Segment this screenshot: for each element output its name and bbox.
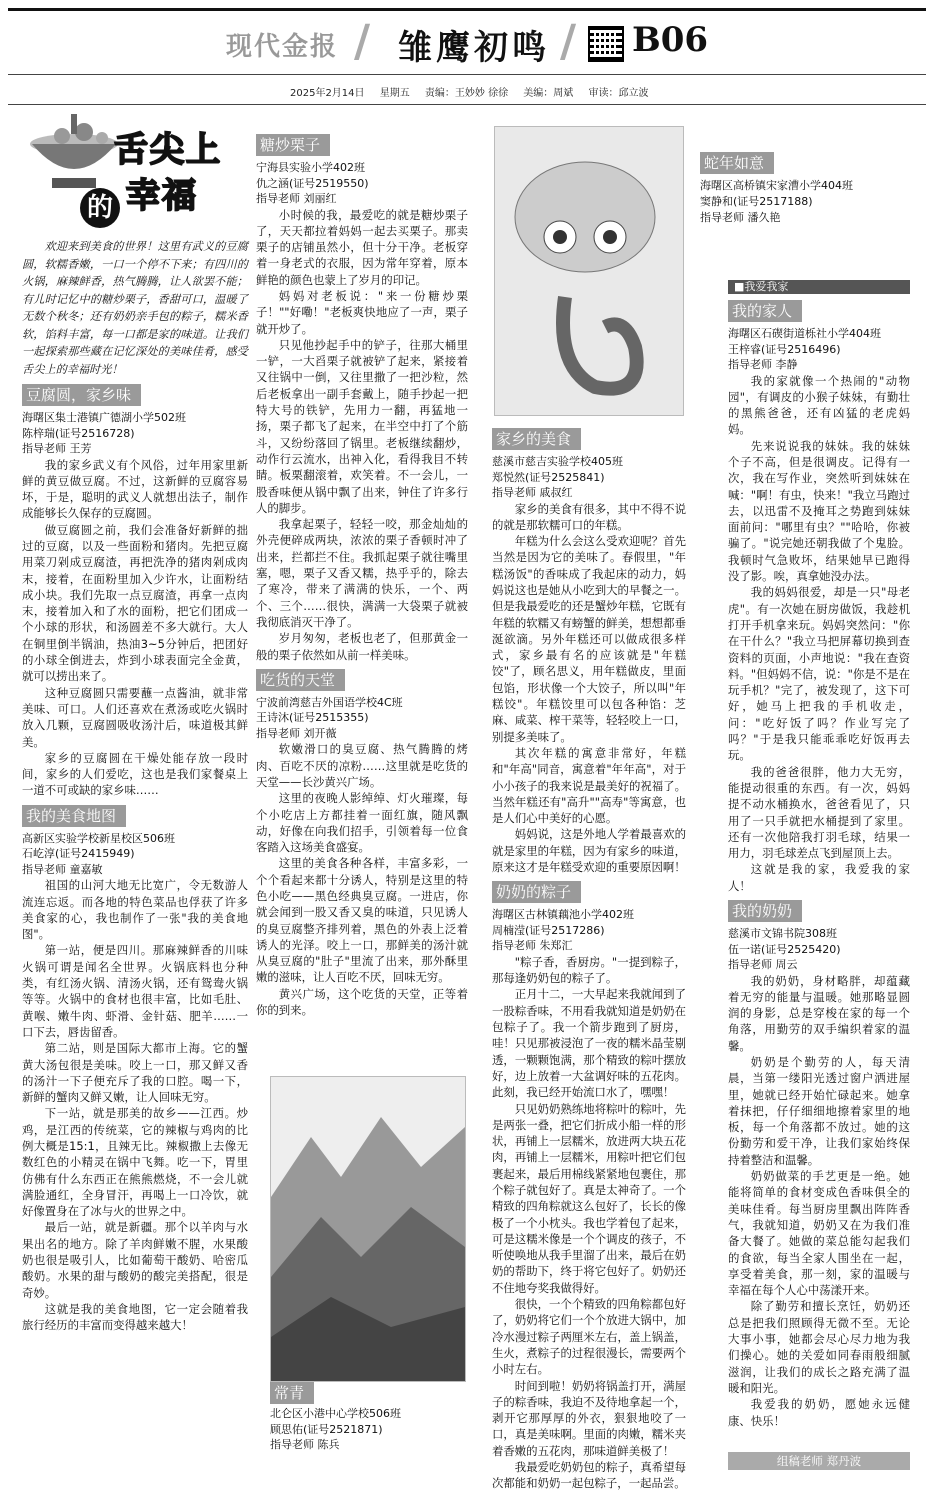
article-teacher: 指导老师 朱郑汇 [492,939,573,953]
footer-editor: 组稿老师 郑丹波 [728,1452,910,1470]
artwork-author: 窦静和(证号2517188) [700,195,813,208]
article-paragraph: 家乡的豆腐圆在干燥处能存放一段时间，家乡的人们爱吃，这也是我们家餐桌上一道不可或缺的家乡味…… [22,750,248,798]
column-3 [492,428,686,1492]
qr-code-icon [588,26,624,62]
article-author: 王诗沐(证号2515355) [256,711,369,725]
section-bar: ■我爱我家 [728,280,910,294]
column-2 [256,134,468,1018]
article-paragraph: 除了勤劳和擅长烹饪，奶奶还总是把我们照顾得无微不至。无论大事小事，她都会尽心尽力地为我们操心。她的关爱如同春雨般细腻滋润，让我们的成长之路充满了温暖和阳光。 [728,1299,910,1395]
article-teacher: 指导老师 周云 [728,958,798,971]
article-school: 宁海县实验小学402班 [256,161,365,174]
article-paragraph: 最后一站，就是新疆。那个以羊肉与水果出名的地方。除了羊肉鲜嫩不腥，水果酸奶也很是吸引人，比如葡萄干酸奶、哈密瓜酸奶。水果的甜与酸奶的酸完美搭配，很是奇妙。 [22,1220,248,1300]
article-paragraph: "粽子香，香厨房。"一提到粽子，那每逢奶奶包的粽子了。 [492,954,686,986]
credits-rule [8,104,926,105]
article-paragraph: 小时候的我，最爱吃的就是糖炒栗子了，天天都拉着妈妈一起去买栗子。那卖栗子的店铺虽然小，但十分干净。老板穿着一身老式的衣服，因为常年穿着，原本鲜艳的颜色也蒙上了岁月的印记。 [256,207,468,287]
credit-date: 2025年2月14日 [290,88,365,99]
article-paragraph: 我爱我的奶奶，愿她永远健康、快乐！ [728,1397,910,1428]
article-paragraph: 先来说说我的妹妹。我的妹妹个子不高，但是很调皮。记得有一次，我在写作业，突然听到妹妹在喊："啊！有虫，快来！"我立马跑过去，以迅雷不及掩耳之势跑到妹妹面前问："哪里有虫？""哈哈，你被骗了。"说完她还朝我做了个鬼脸。我顿时气急败坏，结果她早已跑得没了影。唉，真拿她没办法。 [728,438,910,584]
article-author: 周楠滢(证号2517286) [492,923,605,937]
article-teacher: 指导老师 戚叔红 [492,486,573,499]
masthead-slash: / [354,16,371,67]
artwork-author: 顾思佑(证号2521871) [270,1422,383,1436]
article-paragraph: 第二站，则是国际大都市上海。它的蟹黄大汤包很是美味。咬上一口，那又鲜又香的汤汁一下子便充斥了我的口腔。喝一下，新鲜的蟹肉又鲜又嫩，让人回味无穷。 [22,1041,248,1105]
article-paragraph: 很快，一个个精致的四角粽都包好了，奶奶将它们一个个放进大锅中，加冷水漫过粽子两厘米左右，盖上锅盖，生火，煮粽子的过程很漫长，需要两个小时左右。 [492,1297,686,1377]
article-paragraph: 我拿起栗子，轻轻一咬，那金灿灿的外壳便碎成两块，浓浓的栗子香顿时冲了出来，拦都拦不住。我抓起栗子就往嘴里塞，嗯，栗子又香又糯，热乎乎的，除去了寒冷，带来了满满的快乐，一个、两个、三个……很快，满满一大袋栗子就被我彻底消灭干净了。 [256,517,468,629]
article-title: 糖炒栗子 [256,134,330,156]
article-teacher: 指导老师 刘丽红 [256,192,337,205]
mountain-painting-icon [271,1077,465,1381]
article-paragraph: 家乡的美食有很多，其中不得不说的就是那软糯可口的年糕。 [492,501,686,532]
column-4 [728,280,910,1429]
article-author: 伍一诺(证号2525420) [728,942,841,956]
article-paragraph: 我的爸爸很胖，他力大无穷，能提动很重的东西。有一次，妈妈提不动水桶换水，爸爸看见了，只用了一只手就把水桶提到了家里。还有一次他陪我打羽毛球，结果一用力，羽毛球差点飞到屋顶上去。 [728,764,910,861]
article-title: 家乡的美食 [492,428,581,450]
article-teacher: 指导老师 王芳 [22,442,92,455]
article-school: 高新区实验学校新星校区506班 [22,831,175,845]
article-paragraph: 下一站，就是那美的故乡——江西。炒鸡，是江西的传统菜，它的辣椒与鸡肉的比例大概是15:1，且辣无比。辣椒撒上去像无数红色的小精灵在锅中飞舞。吃一下，胃里仿佛有什么东西正在熊熊燃烧，不一会儿就满脸通红，全身冒汗，再喝上一口冷饮，就好像置身在了冰与火的世界之中。 [22,1106,248,1219]
article-title: 奶奶的粽子 [492,881,581,903]
article-paragraph: 妈妈对老板说："来一份糖炒栗子！""好嘞！"老板爽快地应了一声，栗子就开炒了。 [256,288,468,336]
article-author: 仇之涵(证号2519550) [256,176,369,190]
article-paragraph: 我的妈妈很爱，却是一只"母老虎"。有一次她在厨房做饭，我趁机打开手机拿来玩。妈妈突然问："你在干什么？"我立马把屏幕切换到查资料的页面，小声地说："我在查资料。"但妈妈不信，说："你是不是在玩手机？"完了，被发现了，这下可好，她马上把我的手机收走，问："吃好饭了吗？作业写完了吗？"于是我只能乖乖吃好饭再去玩。 [728,585,910,763]
article-paragraph: 这就是我的美食地图，它一定会随着我旅行经历的丰富而变得越来越大！ [22,1301,248,1333]
artwork-title: 常青 [270,1382,314,1404]
article-title: 我的美食地图 [22,805,126,827]
article-author: 石屹淳(证号2415949) [22,847,135,861]
page-number: B06 [632,20,709,60]
article-paragraph: 我的家乡武义有个风俗，过年用家里新鲜的黄豆做豆腐。不过，这新鲜的豆腐容易坏，于是，聪明的武义人就想出法子，制作成能够长久保存的豆腐圆。 [22,457,248,521]
masthead-slash: / [560,16,577,67]
article-paragraph: 只见奶奶熟练地将粽叶的粽叶，先是两张一叠，把它们折成小船一样的形状，再铺上一层糯米，放进两大块五花肉，再铺上一层糯米，用粽叶把它们包裹起来，最后用棉线紧紧地包裹住，那个粽子就包好了。真是太神奇了。一个精致的四角粽就这么包好了，长长的像极了一个小枕头。我也学着包了起来，可是这糯米像是一个个调皮的孩子，不听使唤地从我手里溜了出来，最后在奶奶的帮助下，终于将它包好了。奶奶还不住地夸奖我做得好。 [492,1101,686,1295]
article-paragraph: 岁月匆匆，老板也老了，但那黄金一般的栗子依然如从前一样美味。 [256,631,468,662]
article-school: 海曙区石碶街道栎社小学404班 [728,327,881,340]
column-1 [22,112,248,1334]
snake-caption [700,152,910,226]
credit-designer: 美编：周斌 [523,88,574,99]
banner-title-de: 的 [80,188,120,228]
article-paragraph: 第一站，便是四川。那麻辣鲜香的川味火锅可谓是闻名全世界。火锅底料也分种类，有红汤火锅、清汤火锅，还有鸳鸯火锅等等。火锅中的食材也很丰富，比如毛肚、黄喉、嫩牛肉、虾滑、金针菇、肥羊……一口下去，唇齿留香。 [22,943,248,1039]
article-paragraph: 年糕为什么会这么受欢迎呢？首先当然是因为它的美味了。春假里，"年糕汤饭"的香味成了我起床的动力，妈妈说这也是她从小吃到大的早餐之一。但是我最爱吃的还是蟹炒年糕，它既有年糕的软糯又有螃蟹的鲜美，想想都垂涎欲滴。另外年糕还可以做成很多样式，家乡最有名的应该就是"年糕饺"了，顾名思义，用年糕做皮，里面包馅，形状像一个大饺子，所以叫"年糕饺"。年糕饺里可以包各种馅：芝麻、咸菜、榨干菜等，轻轻咬上一口，别提多美味了。 [492,534,686,744]
article-paragraph: 这就是我的家，我爱我的家人！ [728,862,910,893]
article-paragraph: 这里的夜晚人影绰绰、灯火璀璨，每个小吃店上方都挂着一面红旗，随风飘动，好像在向我们招手，引领着每一位食客踏入这场美食盛宴。 [256,791,468,855]
article-paragraph: 我的家就像一个热闹的"动物园"，有调皮的小猴子妹妹，有勤壮的黑熊爸爸，还有凶猛的老虎妈妈。 [728,373,910,437]
credit-editor: 责编：王妙妙 徐徐 [424,88,509,99]
artwork-school: 海曙区高桥镇宋家漕小学404班 [700,179,853,192]
artwork-teacher: 指导老师 陈兵 [270,1438,340,1451]
section-title: 雏鹰初鸣 [398,28,550,68]
article-paragraph: 这里的美食各种各样，丰富多彩，一个个看起来都十分诱人，特别是这里的特色小吃——黑色经典臭豆腐。一进店，你就会闻到一股又香又臭的味道，只见诱人的臭豆腐整齐排列着，黑色的外表上泛着诱人的光泽。咬上一口，那鲜美的汤汁就从臭豆腐的"肚子"里流了出来，那外酥里嫩的滋味，让人百吃不厌，回味无穷。 [256,856,468,985]
article-paragraph: 这种豆腐圆只需要蘸一点酱油，就非常美味、可口。人们还喜欢在煮汤或吃火锅时放入几颗，豆腐圆吸收汤汁后，味道极其鲜美。 [22,685,248,749]
article-teacher: 指导老师 刘开薇 [256,726,337,740]
article-teacher: 指导老师 童嘉敏 [22,862,103,876]
article-author: 陈梓瑞(证号2516728) [22,426,135,440]
artwork-school: 北仑区小港中心学校506班 [270,1407,401,1420]
article-school: 宁波前湾慈吉外国语学校4C班 [256,695,403,709]
article-school: 海曙区集士港镇广德湖小学502班 [22,411,186,424]
banner-art [22,112,248,238]
article-paragraph: 时间到啦！奶奶将锅盖打开，满屋子的粽香味，我迫不及待地拿起一个，剥开它那厚厚的外衣，狠狠地咬了一口，真是美味啊。里面的肉嫩，糯米夹着香嫩的五花肉，那味道鲜美极了！ [492,1378,686,1458]
article-school: 海曙区古林镇藕池小学402班 [492,908,634,922]
article-title: 豆腐圆，家乡味 [22,384,141,406]
banner-title-line2: 幸福 [126,176,198,216]
newspaper-name: 现代金报 [226,32,339,62]
article-paragraph: 软嫩滑口的臭豆腐、热气腾腾的烤肉、百吃不厌的凉粉……这里就是吃货的天堂——长沙黄兴广场。 [256,742,468,789]
artwork-teacher: 指导老师 潘久艳 [700,211,781,224]
article-author: 郑悦然(证号2525841) [492,470,605,484]
article-title: 我的奶奶 [728,900,802,922]
article-paragraph: 妈妈说，这是外地人学着最喜欢的就是家里的年糕，因为有家乡的味道，原来这才是年糕受欢迎的重要原因啊！ [492,827,686,875]
article-title: 吃货的天堂 [256,669,345,691]
article-paragraph: 我的奶奶，身材略胖，却蕴藏着无穷的能量与温暖。她那略显圆润的身影，总是穿梭在家的每一个角落，用勤劳的双手编织着家的温馨。 [728,973,910,1053]
article-paragraph: 我最爱吃奶奶包的粽子，真希望每次都能和奶奶一起包粽子，一起品尝。 [492,1460,686,1491]
article-school: 慈溪市慈吉实验学校405班 [492,455,623,468]
credits-line [290,84,660,99]
artwork-title: 蛇年如意 [700,152,774,174]
article-author: 王梓睿(证号2516496) [728,342,841,356]
painting-caption [270,1382,470,1453]
article-paragraph: 做豆腐圆之前，我们会准备好新鲜的拙过的豆腐，以及一些面粉和猪肉。先把豆腐用菜刀剁成豆腐渣，再把洗净的猪肉剁成肉末，接着，在面粉里加入少许水，让面粉结成小块。我们先取一点豆腐渣，再拿一点肉末，接着加入和了水的面粉，把它们团成一个小球的形状，和汤圆差不多大就行。大人在铜里倒半锅油，热油3~5分钟后，把团好的小球全倒进去，炸到小球表面完全金黄，就可以捞出来了。 [22,522,248,684]
article-paragraph: 其次年糕的寓意非常好，年糕和"年高"同音，寓意着"年年高"，对于小小孩子的我来说是最美好的祝福了。当然年糕还有"高升""高寿"等寓意，也是人们心中美好的心愿。 [492,745,686,826]
snake-drawing [494,126,684,416]
article-title: 我的家人 [728,300,802,322]
article-paragraph: 奶奶做菜的手艺更是一绝。她能将简单的食材变成色香味俱全的美味佳肴。每当厨房里飘出阵阵香气，我就知道，奶奶又在为我们准备大餐了。她做的菜总能勾起我们的食欲，每当全家人围坐在一起，享受着美食，那一刻，家的温暖与幸福在每个人心中荡漾开来。 [728,1169,910,1298]
credit-proofreader: 审读：邱立波 [588,88,649,99]
landscape-painting [270,1076,466,1382]
article-teacher: 指导老师 李静 [728,358,798,371]
banner-title-line1: 舌尖上 [114,130,222,170]
article-paragraph: 奶奶是个勤劳的人，每天清晨，当第一缕阳光透过窗户洒进屋里，她就已经开始忙碌起来。她拿着抹把，仔仔细细地擦着家里的地板，每一个角落都不放过。她的这份勤劳和爱干净，让我们家始终保持着整洁和温馨。 [728,1054,910,1167]
masthead-rule [8,74,926,75]
banner-intro: 欢迎来到美食的世界！这里有武义的豆腐圆，软糯香嫩，一口一个停不下来；有四川的火锅，麻辣鲜香，热气腾腾，让人欲罢不能；有儿时记忆中的糖炒栗子，香甜可口，温暖了无数个秋冬；还有奶奶亲手包的粽子，糯米香软，馅料丰富，每一口都是家的味道。让我们一起探索那些藏在记忆深处的美味佳肴，感受舌尖上的幸福时光！ [22,240,248,376]
article-paragraph: 只见他抄起手中的铲子，往那大桶里一铲，一大舀栗子就被铲了起来，紧接着又往锅中一倒，又往里撒了一把沙粒，然后老板拿出一副手套戴上，随手抄起一把特大号的铁铲，先用力一翻，再猛地一扬，栗子都飞了起来，在半空中打了个筋斗，又纷纷落回了锅里。老板继续翻炒，动作行云流水，出神入化，看得我目不转睛。板栗翻滚着，欢笑着。不一会儿，一股香味便从锅中飘了出来，钟住了许多行人的脚步。 [256,337,468,515]
snake-lion-dance-icon [495,127,683,415]
credit-weekday: 星期五 [379,88,410,99]
article-paragraph: 黄兴广场，这个吃货的天堂，正等着你的到来。 [256,986,468,1018]
article-school: 慈溪市文锦书院308班 [728,927,837,940]
top-rule [8,8,926,11]
article-paragraph: 正月十二，一大早起来我就闻到了一股粽香味，不用看我就知道是奶奶在包粽子了。我一个箭步跑到了厨房，哇！只见那被浸泡了一夜的糯米晶莹剔透，一颗颗饱满，那个精致的粽叶摆放好，边上放着一大盆调好味的五花肉。此刻，我已经开始流口水了，嘿嘿！ [492,987,686,1100]
article-paragraph: 祖国的山河大地无比宽广，令无数游人流连忘返。而各地的特色菜品也俘获了许多美食家的心，我也制作了一张"我的美食地图"。 [22,878,248,942]
